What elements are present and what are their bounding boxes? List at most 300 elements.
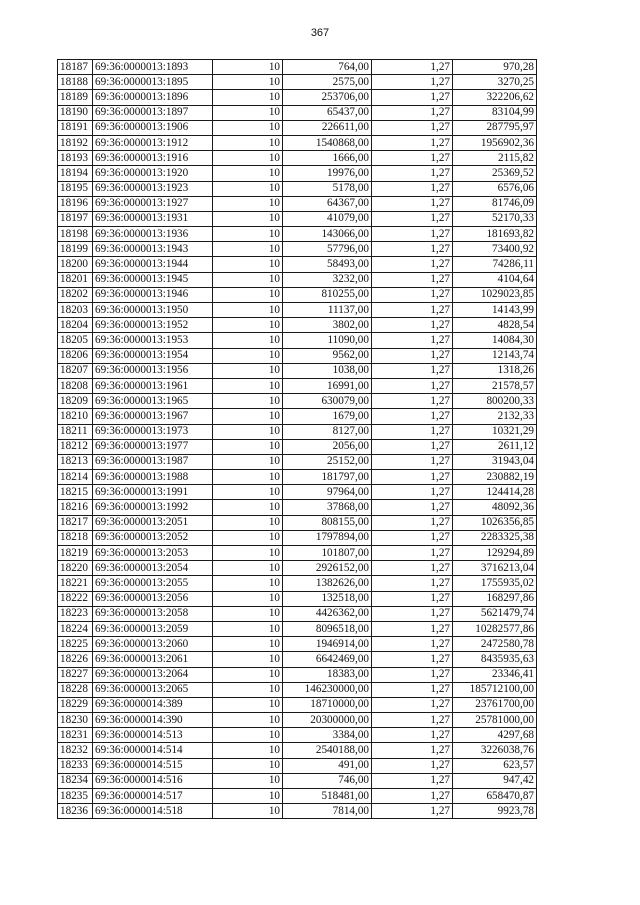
cadastral-number-cell: 69:36:0000013:1992 [93,500,213,515]
cadastral-number-cell: 69:36:0000014:513 [93,728,213,743]
cadastral-value-cell: 2115,82 [453,151,537,166]
coefficient-cell: 1,27 [372,303,453,318]
coefficient-cell: 1,27 [372,287,453,302]
cadastral-value-cell: 48092,36 [453,500,537,515]
area-cell: 4426362,00 [283,606,372,621]
cadastral-value-cell: 83104,99 [453,105,537,120]
area-cell: 65437,00 [283,105,372,120]
cadastral-value-cell: 800200,33 [453,394,537,409]
coefficient-cell: 1,27 [372,652,453,667]
cadastral-number-cell: 69:36:0000013:1946 [93,287,213,302]
table-row [58,546,537,561]
row-number-cell: 18214 [58,470,93,485]
rate-cell: 10 [213,530,283,545]
cadastral-value-cell: 25369,52 [453,166,537,181]
cadastral-number-cell: 69:36:0000013:2051 [93,515,213,530]
table-row [58,75,537,90]
cadastral-number-cell: 69:36:0000013:2061 [93,652,213,667]
row-number-cell: 18236 [58,804,93,819]
row-number-cell: 18194 [58,166,93,181]
coefficient-cell: 1,27 [372,60,453,75]
area-cell: 746,00 [283,773,372,788]
rate-cell: 10 [213,287,283,302]
cadastral-number-cell: 69:36:0000013:1952 [93,318,213,333]
coefficient-cell: 1,27 [372,621,453,636]
row-number-cell: 18190 [58,105,93,120]
rate-cell: 10 [213,637,283,652]
area-cell: 764,00 [283,60,372,75]
cadastral-value-cell: 23346,41 [453,667,537,682]
rate-cell: 10 [213,211,283,226]
area-cell: 8127,00 [283,424,372,439]
area-cell: 146230000,00 [283,682,372,697]
table-row [58,743,537,758]
row-number-cell: 18192 [58,135,93,150]
rate-cell: 10 [213,667,283,682]
area-cell: 3232,00 [283,272,372,287]
coefficient-cell: 1,27 [372,227,453,242]
row-number-cell: 18203 [58,303,93,318]
cadastral-number-cell: 69:36:0000014:518 [93,804,213,819]
area-cell: 41079,00 [283,211,372,226]
cadastral-number-cell: 69:36:0000013:1896 [93,90,213,105]
table-row [58,394,537,409]
cadastral-number-cell: 69:36:0000013:1991 [93,485,213,500]
table-row [58,181,537,196]
cadastral-number-cell: 69:36:0000013:2056 [93,591,213,606]
cadastral-value-cell: 4828,54 [453,318,537,333]
cadastral-value-cell: 181693,82 [453,227,537,242]
area-cell: 7814,00 [283,804,372,819]
cadastral-value-cell: 623,57 [453,758,537,773]
table-row [58,773,537,788]
area-cell: 16991,00 [283,378,372,393]
coefficient-cell: 1,27 [372,667,453,682]
rate-cell: 10 [213,773,283,788]
area-cell: 226611,00 [283,120,372,135]
cadastral-value-cell: 2132,33 [453,409,537,424]
table-row [58,758,537,773]
rate-cell: 10 [213,606,283,621]
coefficient-cell: 1,27 [372,758,453,773]
cadastral-number-cell: 69:36:0000013:1906 [93,120,213,135]
area-cell: 1382626,00 [283,576,372,591]
cadastral-value-cell: 322206,62 [453,90,537,105]
coefficient-cell: 1,27 [372,530,453,545]
cadastral-value-cell: 4297,68 [453,728,537,743]
rate-cell: 10 [213,318,283,333]
cadastral-number-cell: 69:36:0000013:1973 [93,424,213,439]
rate-cell: 10 [213,151,283,166]
table-row [58,318,537,333]
area-cell: 37868,00 [283,500,372,515]
row-number-cell: 18228 [58,682,93,697]
cadastral-value-cell: 52170,33 [453,211,537,226]
area-cell: 19976,00 [283,166,372,181]
area-cell: 808155,00 [283,515,372,530]
row-number-cell: 18187 [58,60,93,75]
coefficient-cell: 1,27 [372,318,453,333]
row-number-cell: 18219 [58,546,93,561]
coefficient-cell: 1,27 [372,257,453,272]
area-cell: 1797894,00 [283,530,372,545]
rate-cell: 10 [213,105,283,120]
rate-cell: 10 [213,409,283,424]
rate-cell: 10 [213,363,283,378]
table-row [58,363,537,378]
table-row [58,530,537,545]
cadastral-number-cell: 69:36:0000013:1927 [93,196,213,211]
cadastral-value-cell: 1318,26 [453,363,537,378]
cadastral-number-cell: 69:36:0000013:1893 [93,60,213,75]
row-number-cell: 18195 [58,181,93,196]
row-number-cell: 18235 [58,789,93,804]
table-row [58,211,537,226]
cadastral-number-cell: 69:36:0000013:2060 [93,637,213,652]
cadastral-number-cell: 69:36:0000013:2054 [93,561,213,576]
rate-cell: 10 [213,394,283,409]
cadastral-value-cell: 1755935,02 [453,576,537,591]
row-number-cell: 18226 [58,652,93,667]
cadastral-number-cell: 69:36:0000013:1954 [93,348,213,363]
rate-cell: 10 [213,120,283,135]
coefficient-cell: 1,27 [372,348,453,363]
cadastral-value-cell: 1029023,85 [453,287,537,302]
area-cell: 64367,00 [283,196,372,211]
row-number-cell: 18197 [58,211,93,226]
table-row [58,621,537,636]
area-cell: 2056,00 [283,439,372,454]
rate-cell: 10 [213,227,283,242]
table-row [58,606,537,621]
cadastral-number-cell: 69:36:0000013:1944 [93,257,213,272]
cadastral-number-cell: 69:36:0000013:1931 [93,211,213,226]
row-number-cell: 18191 [58,120,93,135]
area-cell: 58493,00 [283,257,372,272]
table-row [58,424,537,439]
cadastral-number-cell: 69:36:0000013:1967 [93,409,213,424]
cadastral-value-cell: 31943,04 [453,454,537,469]
coefficient-cell: 1,27 [372,591,453,606]
row-number-cell: 18206 [58,348,93,363]
cadastral-number-cell: 69:36:0000013:1977 [93,439,213,454]
table-row [58,303,537,318]
area-cell: 1679,00 [283,409,372,424]
row-number-cell: 18230 [58,713,93,728]
cadastral-value-cell: 185712100,00 [453,682,537,697]
area-cell: 132518,00 [283,591,372,606]
cadastral-value-cell: 124414,28 [453,485,537,500]
rate-cell: 10 [213,166,283,181]
page-number: 367 [310,27,330,39]
area-cell: 2540188,00 [283,743,372,758]
coefficient-cell: 1,27 [372,75,453,90]
area-cell: 1946914,00 [283,637,372,652]
rate-cell: 10 [213,135,283,150]
cadastral-number-cell: 69:36:0000013:1897 [93,105,213,120]
row-number-cell: 18233 [58,758,93,773]
rate-cell: 10 [213,576,283,591]
table-row [58,120,537,135]
cadastral-value-cell: 25781000,00 [453,713,537,728]
table-row [58,105,537,120]
cadastral-value-cell: 12143,74 [453,348,537,363]
area-cell: 25152,00 [283,454,372,469]
cadastral-value-cell: 73400,92 [453,242,537,257]
cadastral-number-cell: 69:36:0000013:1936 [93,227,213,242]
row-number-cell: 18216 [58,500,93,515]
rate-cell: 10 [213,652,283,667]
cadastral-number-cell: 69:36:0000013:1950 [93,303,213,318]
row-number-cell: 18234 [58,773,93,788]
cadastral-number-cell: 69:36:0000013:1988 [93,470,213,485]
cadastral-number-cell: 69:36:0000013:2058 [93,606,213,621]
area-cell: 8096518,00 [283,621,372,636]
cadastral-number-cell: 69:36:0000014:516 [93,773,213,788]
coefficient-cell: 1,27 [372,394,453,409]
cadastral-number-cell: 69:36:0000013:2053 [93,546,213,561]
cadastral-number-cell: 69:36:0000013:1987 [93,454,213,469]
area-cell: 9562,00 [283,348,372,363]
table-row [58,789,537,804]
table-row [58,637,537,652]
area-cell: 253706,00 [283,90,372,105]
area-cell: 101807,00 [283,546,372,561]
coefficient-cell: 1,27 [372,333,453,348]
table-row [58,591,537,606]
cadastral-value-cell: 4104,64 [453,272,537,287]
area-cell: 11090,00 [283,333,372,348]
cadastral-value-table [57,59,537,819]
coefficient-cell: 1,27 [372,151,453,166]
coefficient-cell: 1,27 [372,546,453,561]
cadastral-value-cell: 5621479,74 [453,606,537,621]
cadastral-number-cell: 69:36:0000013:1923 [93,181,213,196]
cadastral-number-cell: 69:36:0000013:1916 [93,151,213,166]
rate-cell: 10 [213,500,283,515]
rate-cell: 10 [213,758,283,773]
rate-cell: 10 [213,789,283,804]
area-cell: 57796,00 [283,242,372,257]
area-cell: 5178,00 [283,181,372,196]
row-number-cell: 18188 [58,75,93,90]
table-row [58,196,537,211]
rate-cell: 10 [213,181,283,196]
table-row [58,333,537,348]
coefficient-cell: 1,27 [372,470,453,485]
cadastral-value-cell: 9923,78 [453,804,537,819]
coefficient-cell: 1,27 [372,500,453,515]
cadastral-number-cell: 69:36:0000013:1912 [93,135,213,150]
rate-cell: 10 [213,242,283,257]
row-number-cell: 18213 [58,454,93,469]
area-cell: 6642469,00 [283,652,372,667]
rate-cell: 10 [213,348,283,363]
area-cell: 1038,00 [283,363,372,378]
row-number-cell: 18199 [58,242,93,257]
coefficient-cell: 1,27 [372,804,453,819]
cadastral-number-cell: 69:36:0000014:515 [93,758,213,773]
table-row [58,667,537,682]
cadastral-value-cell: 74286,11 [453,257,537,272]
row-number-cell: 18221 [58,576,93,591]
cadastral-value-cell: 970,28 [453,60,537,75]
rate-cell: 10 [213,743,283,758]
cadastral-number-cell: 69:36:0000013:2065 [93,682,213,697]
rate-cell: 10 [213,272,283,287]
row-number-cell: 18223 [58,606,93,621]
rate-cell: 10 [213,697,283,712]
rate-cell: 10 [213,546,283,561]
rate-cell: 10 [213,196,283,211]
coefficient-cell: 1,27 [372,515,453,530]
row-number-cell: 18212 [58,439,93,454]
cadastral-value-cell: 10321,29 [453,424,537,439]
cadastral-value-cell: 168297,86 [453,591,537,606]
cadastral-value-cell: 81746,09 [453,196,537,211]
table-row [58,561,537,576]
cadastral-value-cell: 287795,97 [453,120,537,135]
row-number-cell: 18217 [58,515,93,530]
area-cell: 491,00 [283,758,372,773]
area-cell: 1540868,00 [283,135,372,150]
coefficient-cell: 1,27 [372,454,453,469]
table-row [58,287,537,302]
row-number-cell: 18232 [58,743,93,758]
cadastral-value-cell: 230882,19 [453,470,537,485]
cadastral-value-cell: 129294,89 [453,546,537,561]
cadastral-number-cell: 69:36:0000013:1965 [93,394,213,409]
rate-cell: 10 [213,621,283,636]
table-row [58,135,537,150]
cadastral-number-cell: 69:36:0000013:1945 [93,272,213,287]
row-number-cell: 18193 [58,151,93,166]
table-row [58,652,537,667]
row-number-cell: 18211 [58,424,93,439]
row-number-cell: 18222 [58,591,93,606]
cadastral-value-cell: 10282577,86 [453,621,537,636]
row-number-cell: 18215 [58,485,93,500]
cadastral-value-cell: 3716213,04 [453,561,537,576]
table-row [58,439,537,454]
table-row [58,697,537,712]
cadastral-number-cell: 69:36:0000013:1920 [93,166,213,181]
table-row [58,60,537,75]
cadastral-value-cell: 3270,25 [453,75,537,90]
cadastral-number-cell: 69:36:0000013:1956 [93,363,213,378]
row-number-cell: 18202 [58,287,93,302]
coefficient-cell: 1,27 [372,773,453,788]
area-cell: 97964,00 [283,485,372,500]
coefficient-cell: 1,27 [372,378,453,393]
cadastral-value-cell: 21578,57 [453,378,537,393]
table-row [58,485,537,500]
rate-cell: 10 [213,591,283,606]
area-cell: 18383,00 [283,667,372,682]
row-number-cell: 18204 [58,318,93,333]
rate-cell: 10 [213,257,283,272]
rate-cell: 10 [213,713,283,728]
coefficient-cell: 1,27 [372,728,453,743]
rate-cell: 10 [213,470,283,485]
cadastral-value-cell: 1956902,36 [453,135,537,150]
area-cell: 181797,00 [283,470,372,485]
table-row [58,257,537,272]
cadastral-number-cell: 69:36:0000013:1943 [93,242,213,257]
rate-cell: 10 [213,454,283,469]
coefficient-cell: 1,27 [372,713,453,728]
cadastral-number-cell: 69:36:0000013:1895 [93,75,213,90]
rate-cell: 10 [213,75,283,90]
coefficient-cell: 1,27 [372,363,453,378]
table-row [58,515,537,530]
cadastral-value-cell: 14143,99 [453,303,537,318]
coefficient-cell: 1,27 [372,120,453,135]
row-number-cell: 18207 [58,363,93,378]
rate-cell: 10 [213,424,283,439]
area-cell: 518481,00 [283,789,372,804]
area-cell: 18710000,00 [283,697,372,712]
coefficient-cell: 1,27 [372,743,453,758]
table-row [58,454,537,469]
rate-cell: 10 [213,439,283,454]
rate-cell: 10 [213,333,283,348]
rate-cell: 10 [213,303,283,318]
row-number-cell: 18225 [58,637,93,652]
cadastral-number-cell: 69:36:0000013:2055 [93,576,213,591]
row-number-cell: 18198 [58,227,93,242]
cadastral-value-cell: 1026356,85 [453,515,537,530]
coefficient-cell: 1,27 [372,561,453,576]
area-cell: 11137,00 [283,303,372,318]
area-cell: 2575,00 [283,75,372,90]
coefficient-cell: 1,27 [372,789,453,804]
rate-cell: 10 [213,682,283,697]
area-cell: 143066,00 [283,227,372,242]
area-cell: 20300000,00 [283,713,372,728]
coefficient-cell: 1,27 [372,105,453,120]
coefficient-cell: 1,27 [372,697,453,712]
coefficient-cell: 1,27 [372,181,453,196]
cadastral-value-cell: 947,42 [453,773,537,788]
area-cell: 1666,00 [283,151,372,166]
coefficient-cell: 1,27 [372,409,453,424]
table-row [58,500,537,515]
rate-cell: 10 [213,515,283,530]
table-row [58,151,537,166]
rate-cell: 10 [213,728,283,743]
row-number-cell: 18200 [58,257,93,272]
coefficient-cell: 1,27 [372,485,453,500]
table-row [58,272,537,287]
coefficient-cell: 1,27 [372,90,453,105]
table-row [58,166,537,181]
row-number-cell: 18209 [58,394,93,409]
cadastral-number-cell: 69:36:0000014:514 [93,743,213,758]
rate-cell: 10 [213,561,283,576]
area-cell: 630079,00 [283,394,372,409]
cadastral-number-cell: 69:36:0000013:1961 [93,378,213,393]
rate-cell: 10 [213,60,283,75]
row-number-cell: 18201 [58,272,93,287]
row-number-cell: 18229 [58,697,93,712]
coefficient-cell: 1,27 [372,166,453,181]
rate-cell: 10 [213,804,283,819]
table-row [58,682,537,697]
cadastral-value-cell: 8435935,63 [453,652,537,667]
coefficient-cell: 1,27 [372,211,453,226]
cadastral-number-cell: 69:36:0000014:390 [93,713,213,728]
